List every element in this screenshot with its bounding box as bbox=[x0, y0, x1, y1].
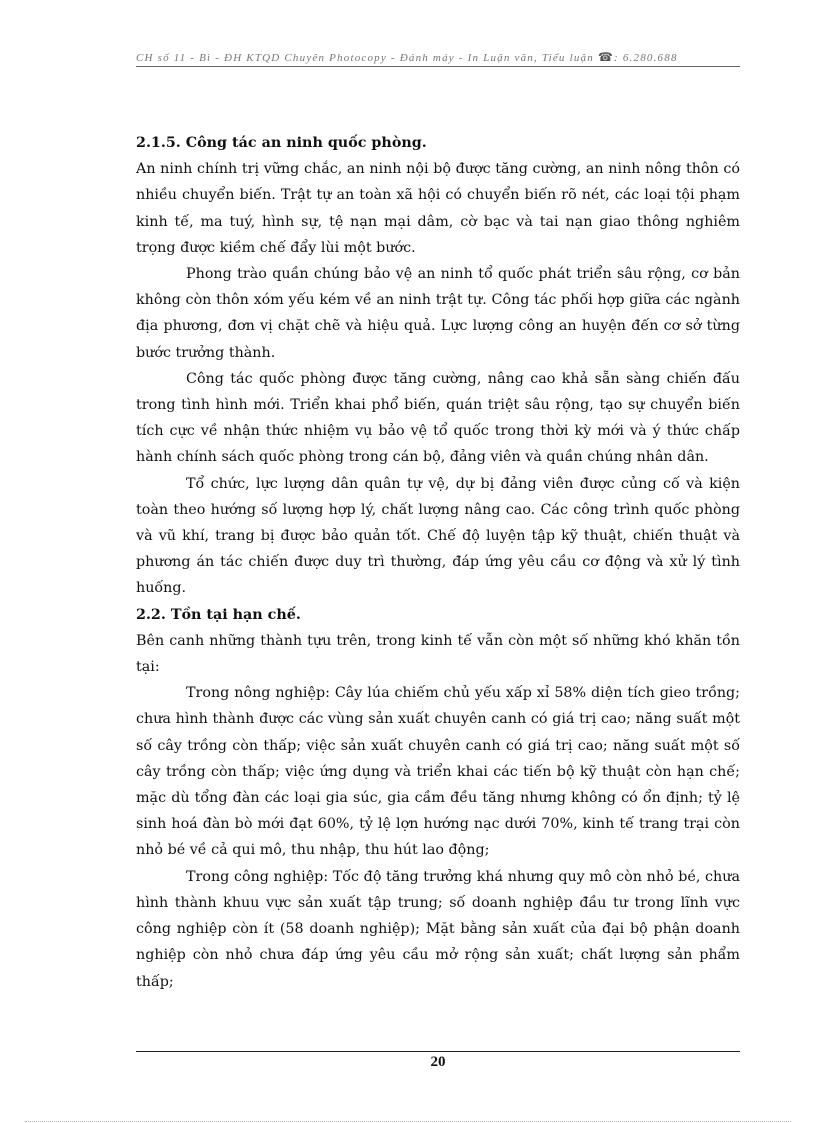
paragraph-limitations-intro: Bên canh những thành tựu trên, trong kinh tế vẫn còn một số những khó khăn tồn tại: bbox=[136, 632, 740, 676]
paragraph-militia: Tổ chức, lực lượng dân quân tự vệ, dự bị đảng viên được củng cố và kiện toàn theo hướng số lượng hợp lý, chất lượng nâng cao. Các công trình quốc phòng và vũ khí, trang bị được bảo quản tốt. Chế độ luyện tập kỹ thuật, chiến thuật và phương án tác chiến được duy trì thường, đáp ứng yêu cầu cơ động và xử lý tình huống. bbox=[136, 475, 740, 597]
section-heading-2-1-5: 2.1.5. Công tác an ninh quốc phòng. bbox=[136, 135, 427, 151]
footer-rule bbox=[136, 1051, 740, 1052]
phone-icon: ☎ bbox=[597, 50, 615, 64]
header-text: CH số 11 - Bì - ĐH KTQD Chuyên Photocopy - Đánh máy - In Luận văn, Tiểu luận bbox=[136, 52, 598, 64]
paragraph-security-overview: An ninh chính trị vững chắc, an ninh nội bộ được tăng cường, an ninh nông thôn có nhiều chuyển biến. Trật tự an toàn xã hội có chuyển biến rõ nét, các loại tội phạm kinh tế, ma tuý, hình sự, tệ nạn mại dâm, cờ bạc và tai nạn giao thông nghiêm trọng được kiềm chế đẩy lùi một bước. bbox=[136, 161, 740, 256]
section-heading-2-2: 2.2. Tồn tại hạn chế. bbox=[136, 606, 301, 623]
header-phone-number: : 6.280.688 bbox=[614, 52, 678, 64]
page-bottom-edge bbox=[25, 1121, 791, 1122]
document-body bbox=[136, 130, 740, 995]
header-rule bbox=[136, 66, 740, 67]
paragraph-industry: Trong công nghiệp: Tốc độ tăng trưởng khá nhưng quy mô còn nhỏ bé, chưa hình thành khuu vực sản xuất tập trung; số doanh nghiệp đầu tư trong lĩnh vực công nghiệp còn ít (58 doanh nghiệp); Mặt bằng sản xuất của đại bộ phận doanh nghiệp còn nhỏ chưa đáp ứng yêu cầu mở rộng sản xuất; chất lượng sản phẩm thấp; bbox=[136, 868, 740, 990]
paragraph-defense-work: Công tác quốc phòng được tăng cường, nâng cao khả sẵn sàng chiến đấu trong tình hình mới. Triển khai phổ biến, quán triệt sâu rộng, tạo sự chuyển biến tích cực về nhận thức nhiệm vụ bảo vệ tổ quốc trong thời kỳ mới và ý thức chấp hành chính sách quốc phòng trong cán bộ, đảng viên và quần chúng nhân dân. bbox=[136, 370, 740, 466]
page-header bbox=[136, 50, 740, 65]
paragraph-security-movement: Phong trào quần chúng bảo vệ an ninh tổ quốc phát triển sâu rộng, cơ bản không còn thôn xóm yếu kém về an ninh trật tự. Công tác phối hợp giữa các ngành địa phương, đơn vị chặt chẽ và hiệu quả. Lực lượng công an huyện đến cơ sở từng bước trưởng thành. bbox=[136, 266, 740, 361]
page-number: 20 bbox=[430, 1054, 446, 1070]
paragraph-agriculture: Trong nông nghiệp: Cây lúa chiếm chủ yếu xấp xỉ 58% diện tích gieo trồng; chưa hình thành được các vùng sản xuất chuyên canh có giá trị cao; năng suất một số cây trồng còn thấp; việc sản xuất chuyên canh có giá trị cao; năng suất một số cây trồng còn thấp; việc ứng dụng và triển khai các tiến bộ kỹ thuật còn hạn chế; mặc dù tổng đàn các loại gia súc, gia cầm đều tăng nhưng không có ổn định; tỷ lệ sinh hoá đàn bò mới đạt 60%, tỷ lệ lợn hướng nạc dưới 70%, kinh tế trang trại còn nhỏ bé về cả qui mô, thu nhập, thu hút lao động; bbox=[136, 685, 740, 859]
